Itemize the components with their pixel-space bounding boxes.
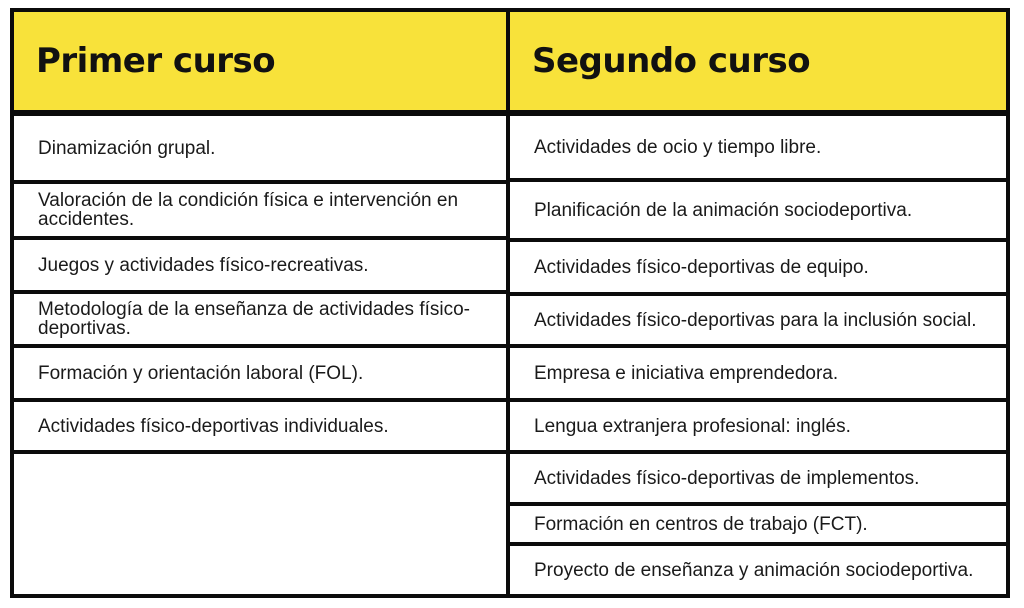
module-name: Lengua extranjera profesional: inglés. [534, 415, 851, 437]
first-year-column [14, 8, 506, 598]
empty-cell [14, 454, 506, 594]
module-name: Formación y orientación laboral (FOL). [38, 362, 364, 384]
table-row [14, 294, 506, 344]
table-row [14, 116, 506, 180]
module-name: Valoración de la condición física e intervención en accidentes. [38, 190, 459, 230]
module-name: Actividades de ocio y tiempo libre. [534, 136, 822, 158]
table-row [14, 402, 506, 450]
table-row [510, 296, 1006, 344]
module-name: Formación en centros de trabajo (FCT). [534, 513, 868, 535]
table-row [510, 182, 1006, 238]
module-name: Dinamización grupal. [38, 137, 216, 159]
table-row [510, 506, 1006, 542]
second-year-column [510, 8, 1006, 598]
second-year-header [510, 12, 1006, 110]
module-name: Juegos y actividades físico-recreativas. [38, 254, 369, 276]
courses-table [10, 8, 1010, 598]
table-row [14, 240, 506, 290]
first-year-title: Primer curso [36, 41, 276, 81]
module-name: Metodología de la enseñanza de actividades físico-deportivas. [38, 299, 470, 339]
module-name: Planificación de la animación sociodeportiva. [534, 199, 913, 221]
table-row [14, 184, 506, 236]
module-name: Actividades físico-deportivas de implementos. [534, 467, 920, 489]
table-row [510, 116, 1006, 178]
table-row [510, 546, 1006, 594]
table-row [510, 242, 1006, 292]
second-year-title: Segundo curso [532, 41, 811, 81]
module-name: Proyecto de enseñanza y animación sociodeportiva. [534, 559, 974, 581]
module-name: Actividades físico-deportivas individuales. [38, 415, 389, 437]
module-name: Actividades físico-deportivas para la inclusión social. [534, 309, 977, 331]
module-name: Actividades físico-deportivas de equipo. [534, 256, 869, 278]
first-year-header [14, 12, 506, 110]
table-row [510, 402, 1006, 450]
module-name: Empresa e iniciativa emprendedora. [534, 362, 839, 384]
table-row [14, 348, 506, 398]
table-row [510, 348, 1006, 398]
table-row [510, 454, 1006, 502]
